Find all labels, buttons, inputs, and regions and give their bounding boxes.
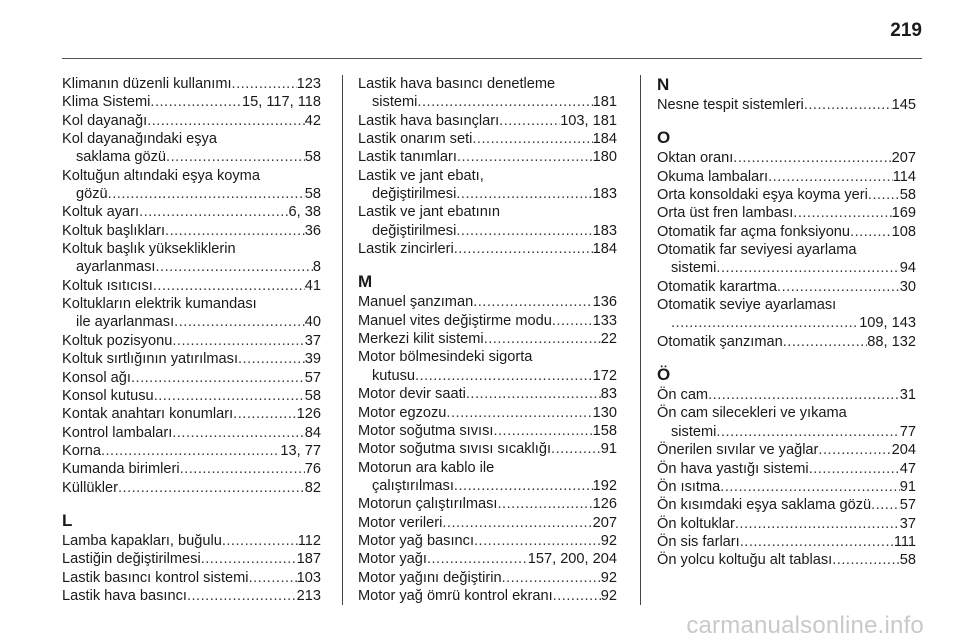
index-entry: [358, 130, 617, 148]
entry-text: Lastik basıncı kontrol sistemi: [62, 569, 249, 586]
entry-text: Kumanda birimleri: [62, 461, 180, 478]
index-entry: [62, 222, 321, 240]
entry-page: 207: [592, 514, 617, 531]
index-entry: [358, 93, 617, 111]
dot-leader: [493, 422, 592, 440]
entry-text: Oktan oranı: [657, 150, 734, 167]
entry-page: 92: [600, 532, 617, 549]
index-entry: [657, 441, 916, 459]
entry-text: Manuel şanzıman: [358, 294, 474, 311]
dot-leader: [187, 587, 297, 605]
section-letter: M: [358, 272, 373, 292]
index-entry: [358, 385, 617, 403]
dot-leader: [552, 312, 593, 330]
entry-page: 91: [600, 441, 617, 458]
index-entry: [358, 404, 617, 422]
index-entry: [358, 477, 617, 495]
entry-page: 37: [304, 332, 321, 349]
dot-leader: [466, 385, 601, 403]
dot-leader: [871, 496, 900, 514]
entry-page: 92: [600, 569, 617, 586]
dot-leader: [101, 442, 280, 460]
dot-leader: [442, 514, 592, 532]
entry-page: 37: [899, 515, 916, 532]
entry-page: 180: [592, 149, 617, 166]
entry-page: 40: [304, 314, 321, 331]
entry-page: 123: [296, 76, 321, 92]
entry-text: Lastik onarım seti: [358, 131, 473, 148]
entry-page: 92: [600, 587, 617, 604]
dot-leader: [551, 440, 601, 458]
index-entry: [358, 550, 617, 568]
entry-text: Klima Sistemi: [62, 94, 151, 111]
entry-page: 57: [304, 369, 321, 386]
entry-text: Okuma lambaları: [657, 168, 769, 185]
dot-leader: [777, 278, 900, 296]
entry-page: 103: [296, 569, 321, 586]
dot-leader: [456, 222, 592, 240]
index-entry: [657, 168, 916, 186]
entry-text: çalıştırılması: [372, 477, 454, 494]
dot-leader: [147, 112, 305, 130]
index-entry: [358, 569, 617, 587]
dot-leader: [165, 222, 305, 240]
entry-page: 6, 38: [288, 204, 321, 221]
index-entry: [358, 148, 617, 166]
index-entry: [657, 533, 916, 551]
entry-page: 187: [296, 551, 321, 568]
entry-text: Lastiğin değiştirilmesi: [62, 551, 201, 568]
entry-page: 158: [592, 422, 617, 439]
index-entry: [657, 96, 916, 114]
index-entry: [62, 277, 321, 295]
dot-leader: [180, 460, 305, 478]
watermark: carmanualsonline.info: [686, 612, 924, 639]
index-entry-head: Motor bölmesindeki sigorta: [358, 349, 533, 366]
index-entry: [358, 514, 617, 532]
entry-text: Otomatik şanzıman: [657, 333, 783, 350]
entry-text: Motor yağını değiştirin: [358, 569, 502, 586]
entry-page: 109, 143: [859, 315, 916, 332]
entry-text: Ön ısıtma: [657, 478, 721, 495]
dot-leader: [233, 405, 296, 423]
entry-text: Otomatik far açma fonksiyonu: [657, 223, 851, 240]
entry-text: Kol dayanağı: [62, 112, 148, 129]
entry-text: Koltuk sırtlığının yatırılması: [62, 351, 238, 368]
entry-page: 181: [592, 94, 617, 111]
entry-text: Merkezi kilit sistemi: [358, 331, 484, 348]
dot-leader: [783, 333, 868, 351]
entry-text: saklama gözü: [76, 149, 167, 166]
index-entry: [62, 460, 321, 478]
index-entry: [358, 185, 617, 203]
entry-text: Kontak anahtarı konumları: [62, 406, 234, 423]
dot-leader: [818, 441, 891, 459]
entry-page: 136: [592, 294, 617, 311]
index-entry: [657, 149, 916, 167]
entry-page: 30: [899, 278, 916, 295]
index-entry: [657, 551, 916, 569]
entry-text: Ön hava yastığı sistemi: [657, 460, 809, 477]
entry-text: Manuel vites değiştirme modu: [358, 312, 552, 329]
entry-page: 183: [592, 186, 617, 203]
entry-page: 88, 132: [867, 333, 916, 350]
entry-text: Motor yağ ömrü kontrol ekranı: [358, 587, 553, 604]
entry-text: Ön yolcu koltuğu alt tablası: [657, 552, 833, 569]
entry-page: 47: [899, 460, 916, 477]
dot-leader: [222, 532, 298, 550]
index-entry: [358, 293, 617, 311]
index-entry: [62, 550, 321, 568]
entry-text: Lastik zincirleri: [358, 241, 454, 258]
entry-text: Nesne tespit sistemleri: [657, 97, 804, 113]
dot-leader: [174, 313, 305, 331]
index-entry: [62, 442, 321, 460]
index-entry: [62, 479, 321, 497]
index-entry: [358, 240, 617, 258]
dot-leader: [417, 93, 592, 111]
dot-leader: [415, 367, 593, 385]
entry-page: 76: [304, 461, 321, 478]
dot-leader: [454, 240, 593, 258]
entry-text: Lamba kapakları, buğulu: [62, 532, 222, 549]
entry-page: 145: [891, 97, 916, 113]
dot-leader: [238, 350, 305, 368]
entry-text: Klimanın düzenli kullanımı: [62, 76, 232, 92]
entry-text: kutusu: [372, 367, 415, 384]
entry-text: Küllükler: [62, 479, 118, 496]
dot-leader: [553, 587, 601, 605]
dot-leader: [809, 460, 900, 478]
dot-leader: [474, 532, 601, 550]
index-entry: [358, 312, 617, 330]
index-entry: [62, 532, 321, 550]
index-entry: [62, 75, 321, 93]
dot-leader: [154, 387, 305, 405]
dot-leader: [708, 386, 900, 404]
dot-leader: [427, 550, 528, 568]
index-entry: [358, 330, 617, 348]
entry-page: 91: [899, 478, 916, 495]
index-entry: [62, 112, 321, 130]
entry-text: ile ayarlanması: [76, 314, 175, 331]
entry-page: 22: [600, 331, 617, 348]
index-entry: [62, 587, 321, 605]
entry-page: 58: [899, 187, 916, 204]
index-entry: [62, 148, 321, 166]
entry-page: 133: [592, 312, 617, 329]
dot-leader: [201, 550, 297, 568]
entry-page: 31: [899, 387, 916, 404]
entry-text: Motor egzozu: [358, 404, 447, 421]
entry-text: Konsol ağı: [62, 369, 131, 386]
index-entry: [358, 222, 617, 240]
index-entry: [358, 112, 617, 130]
entry-text: gözü: [76, 186, 108, 203]
dot-leader: [153, 277, 305, 295]
dot-leader: [868, 186, 900, 204]
entry-text: Orta üst fren lambası: [657, 205, 794, 222]
dot-leader: [502, 569, 601, 587]
entry-page: 126: [296, 406, 321, 423]
index-entry: [62, 424, 321, 442]
entry-text: Orta konsoldaki eşya koyma yeri: [657, 187, 868, 204]
dot-leader: [498, 495, 593, 513]
dot-leader: [671, 314, 859, 332]
index-entry-head: Lastik ve jant ebatının: [358, 204, 500, 221]
index-entry: [657, 423, 916, 441]
index-entry: [62, 185, 321, 203]
column-divider: [640, 75, 641, 605]
dot-leader: [832, 551, 900, 569]
dot-leader: [499, 112, 560, 130]
dot-leader: [232, 75, 297, 93]
dot-leader: [156, 258, 313, 276]
index-entry: [62, 258, 321, 276]
entry-text: Kontrol lambaları: [62, 424, 173, 441]
entry-text: Lastik hava basıncı: [62, 587, 187, 604]
entry-text: Motor devir saati: [358, 386, 466, 403]
dot-leader: [850, 223, 892, 241]
entry-page: 108: [891, 223, 916, 240]
entry-page: 204: [891, 442, 916, 459]
index-entry: [62, 369, 321, 387]
dot-leader: [716, 259, 899, 277]
entry-text: sistemi: [671, 260, 717, 277]
index-entry: [62, 203, 321, 221]
entry-page: 169: [891, 205, 916, 222]
entry-page: 130: [592, 404, 617, 421]
dot-leader: [740, 533, 894, 551]
entry-text: Koltuk ayarı: [62, 204, 140, 221]
index-entry: [358, 367, 617, 385]
section-letter: N: [657, 75, 670, 94]
entry-page: 103, 181: [560, 112, 617, 129]
index-entry: [657, 223, 916, 241]
index-entry: [62, 387, 321, 405]
index-column-3: [657, 75, 916, 570]
dot-leader: [768, 168, 893, 186]
entry-text: Koltuk başlıkları: [62, 222, 166, 239]
index-entry: [657, 259, 916, 277]
entry-page: 184: [592, 241, 617, 258]
entry-text: Koltuk ısıtıcısı: [62, 277, 153, 294]
dot-leader: [733, 149, 891, 167]
section-letter: Ö: [657, 365, 671, 385]
section-letter: L: [62, 510, 73, 530]
entry-text: Motor yağı: [358, 551, 427, 568]
index-entry: [657, 204, 916, 222]
index-entry: [657, 460, 916, 478]
dot-leader: [484, 330, 601, 348]
entry-page: 184: [592, 131, 617, 148]
index-entry-head: Koltuk başlık yüksekliklerin: [62, 241, 236, 258]
entry-text: Otomatik karartma: [657, 278, 778, 295]
index-entry: [358, 495, 617, 513]
entry-page: 77: [899, 423, 916, 440]
dot-leader: [446, 404, 592, 422]
entry-text: Lastik hava basınçları: [358, 112, 500, 129]
entry-page: 15, 117, 118: [242, 94, 321, 111]
section-letter: O: [657, 128, 671, 148]
entry-page: 82: [304, 479, 321, 496]
column-divider: [342, 75, 343, 605]
entry-page: 172: [592, 367, 617, 384]
entry-page: 114: [892, 168, 916, 185]
index-entry-head: Kol dayanağındaki eşya: [62, 131, 217, 148]
entry-text: Ön cam: [657, 387, 709, 404]
entry-page: 112: [297, 532, 321, 549]
entry-page: 8: [312, 259, 321, 276]
index-entry: [657, 314, 916, 332]
entry-text: Ön sis farları: [657, 533, 740, 550]
dot-leader: [166, 148, 305, 166]
index-column-2: [358, 75, 617, 605]
entry-text: Korna: [62, 442, 101, 459]
index-entry: [358, 440, 617, 458]
index-entry-head: Motorun ara kablo ile: [358, 459, 495, 476]
index-entry: [62, 332, 321, 350]
entry-page: 13, 77: [280, 442, 321, 459]
entry-text: Ön koltuklar: [657, 515, 735, 532]
index-entry: [358, 532, 617, 550]
entry-page: 41: [304, 277, 321, 294]
entry-text: Motor soğutma sıvısı sıcaklığı: [358, 441, 552, 458]
dot-leader: [118, 479, 305, 497]
dot-leader: [454, 477, 593, 495]
dot-leader: [457, 148, 593, 166]
dot-leader: [456, 185, 592, 203]
entry-text: sistemi: [671, 423, 717, 440]
index-column-1: [62, 75, 321, 605]
entry-text: ayarlanması: [76, 259, 156, 276]
entry-text: Lastik tanımları: [358, 149, 457, 166]
entry-text: sistemi: [372, 94, 418, 111]
entry-page: 207: [891, 150, 916, 167]
dot-leader: [249, 569, 297, 587]
index-entry: [657, 386, 916, 404]
dot-leader: [473, 293, 592, 311]
index-entry-head: Otomatik seviye ayarlaması: [657, 297, 837, 314]
entry-page: 57: [899, 497, 916, 514]
dot-leader: [150, 93, 242, 111]
entry-text: Motor soğutma sıvısı: [358, 422, 494, 439]
page-number: 219: [890, 20, 922, 41]
dot-leader: [131, 369, 305, 387]
header-rule: [62, 58, 922, 59]
index-entry: [62, 405, 321, 423]
index-entry: [657, 186, 916, 204]
index-entry: [62, 569, 321, 587]
index-entry: [358, 422, 617, 440]
entry-page: 192: [592, 477, 617, 494]
dot-leader: [804, 96, 892, 114]
entry-text: Motor yağ basıncı: [358, 532, 474, 549]
entry-text: Konsol kutusu: [62, 387, 154, 404]
dot-leader: [472, 130, 592, 148]
index-entry-head: Koltukların elektrik kumandası: [62, 296, 257, 313]
entry-text: Ön kısımdaki eşya saklama gözü: [657, 497, 872, 514]
index-entry: [657, 333, 916, 351]
entry-page: 83: [600, 386, 617, 403]
entry-page: 58: [899, 552, 916, 569]
index-entry: [657, 496, 916, 514]
index-entry: [62, 313, 321, 331]
entry-text: değiştirilmesi: [372, 222, 457, 239]
entry-text: değiştirilmesi: [372, 186, 457, 203]
entry-page: 58: [304, 149, 321, 166]
entry-page: 183: [592, 222, 617, 239]
index-entry-head: Ön cam silecekleri ve yıkama: [657, 405, 847, 422]
dot-leader: [716, 423, 899, 441]
entry-text: Motorun çalıştırılması: [358, 496, 498, 513]
dot-leader: [735, 515, 900, 533]
entry-page: 42: [304, 112, 321, 129]
index-entry-head: Lastik ve jant ebatı,: [358, 167, 484, 184]
dot-leader: [108, 185, 305, 203]
entry-page: 84: [304, 424, 321, 441]
index-entry: [358, 587, 617, 605]
index-entry: [657, 278, 916, 296]
entry-page: 94: [899, 260, 916, 277]
index-entry-head: Lastik hava basıncı denetleme: [358, 76, 556, 92]
dot-leader: [139, 203, 288, 221]
entry-text: Koltuk pozisyonu: [62, 332, 173, 349]
index-entry: [62, 93, 321, 111]
entry-page: 58: [304, 387, 321, 404]
index-entry-head: Koltuğun altındaki eşya koyma: [62, 167, 260, 184]
dot-leader: [720, 478, 900, 496]
entry-page: 157, 200, 204: [527, 551, 617, 568]
entry-page: 111: [893, 533, 916, 550]
entry-page: 39: [304, 351, 321, 368]
index-entry: [657, 478, 916, 496]
index-entry-head: Otomatik far seviyesi ayarlama: [657, 242, 857, 259]
dot-leader: [172, 424, 304, 442]
entry-text: Motor verileri: [358, 514, 443, 531]
entry-page: 213: [296, 587, 321, 604]
entry-text: Önerilen sıvılar ve yağlar: [657, 442, 819, 459]
index-entry: [62, 350, 321, 368]
entry-page: 36: [304, 222, 321, 239]
dot-leader: [172, 332, 304, 350]
entry-page: 126: [592, 496, 617, 513]
entry-page: 58: [304, 186, 321, 203]
dot-leader: [793, 204, 891, 222]
index-entry: [657, 515, 916, 533]
